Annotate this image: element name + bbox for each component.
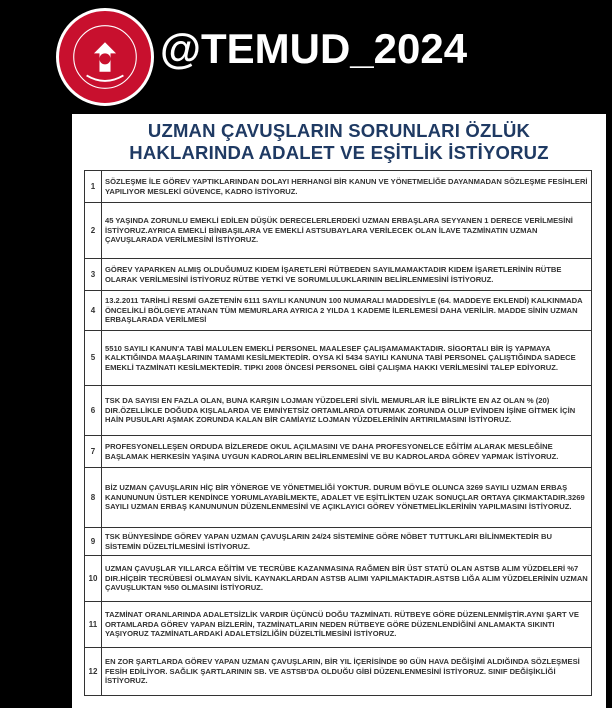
table-row bbox=[85, 556, 592, 602]
row-text: GÖREV YAPARKEN ALMIŞ OLDUĞUMUZ KIDEM İŞARETLERİ RÜTBEDEN SAYILMAMAKTADIR KIDEM İŞARETLERİNİN RÜTBE OLARAK VERİLMESİNİ İSTİYORUZ RÜTBE YETKİ VE SORUMLULUKLARININ BELİRLENMESİNİ İSTİYORUZ. bbox=[102, 259, 592, 291]
row-number: 8 bbox=[85, 468, 102, 528]
row-number: 5 bbox=[85, 331, 102, 386]
row-text: TAZMİNAT ORANLARINDA ADALETSİZLİK VARDIR ÜÇÜNCÜ DOĞU TAZMİNATI. RÜTBEYE GÖRE DÜZENLENMİŞTİR.AYNI ŞART VE ORTAMLARDA GÖREV YAPAN BİZLERİN, TAZMİNATLARIN NEDEN RÜTBEYE GÖRE DÜZENLENDİĞİNİ ANLAMAKTA SIKINTI YAŞIYORUZ TAZMİNATLARDAKİ ADALETSİZLİĞİN DÜZELTİLMESİNİ İSTİYORUZ. bbox=[102, 602, 592, 648]
table-row bbox=[85, 331, 592, 386]
row-text: UZMAN ÇAVUŞLAR YILLARCA EĞİTİM VE TECRÜBE KAZANMASINA RAĞMEN BİR ÜST STATÜ OLAN ASTSB ALIM YÜZDELERİ %7 DIR.HİÇBİR TECRÜBESİ OLMAYAN SİVİL KAYNAKLARDAN ASTSB ALIMI YAPILMAKTADIR.ASTSB LIĞA ALIM YÜZDELERİNİN UZMAN ÇAVUŞLUKTAN %50 OLMASINI İSTİYORUZ. bbox=[102, 556, 592, 602]
table-row bbox=[85, 602, 592, 648]
row-text: 45 YAŞINDA ZORUNLU EMEKLİ EDİLEN DÜŞÜK DERECELERLERDEKİ UZMAN ERBAŞLARA SEYYANEN 1 DERECE VERİLMESİNİ İSTİYORUZ.AYRICA EMEKLİ BİNBAŞILARA VE EMEKLİ ASTSUBAYLARA VERİLECEK OLAN İLAVE TAZMİNATIN UZMAN ÇAVUŞLARADA VERİLMESİNİ İSTİYORUZ. bbox=[102, 203, 592, 259]
row-number: 9 bbox=[85, 528, 102, 556]
table-row bbox=[85, 171, 592, 203]
row-number: 3 bbox=[85, 259, 102, 291]
row-text: BİZ UZMAN ÇAVUŞLARIN HİÇ BİR YÖNERGE VE YÖNETMELİĞİ YOKTUR. DURUM BÖYLE OLUNCA 3269 SAYILI UZMAN ERBAŞ KANUNUNUN ÜSTLER KENDİNCE YORUMLAYABİLMEKTE, ADALET VE EŞİTLİKTEN UZAK SONUÇLAR ORTAYA ÇIKMAKTADIR.3269 SAYILI UZMAN ERBAŞ KANUNUNUN DÜZENLENMESİNİ VE AÇIKLAYICI GÖREV YÖNETMELİKLERİNİN YAPILMASINI İSTİYORUZ. bbox=[102, 468, 592, 528]
table-row bbox=[85, 436, 592, 468]
title-line-2: HAKLARINDA ADALET VE EŞİTLİK İSTİYORUZ bbox=[129, 142, 549, 163]
logo-emblem-icon bbox=[59, 11, 151, 103]
table-row bbox=[85, 386, 592, 436]
document-sheet bbox=[72, 114, 606, 708]
account-handle: @TEMUD_2024 bbox=[160, 25, 468, 72]
row-number: 6 bbox=[85, 386, 102, 436]
row-text: SÖZLEŞME İLE GÖREV YAPTIKLARINDAN DOLAYI HERHANGİ BİR KANUN VE YÖNETMELİĞE DAYANMADAN SÖZLEŞME FESİHLERİ YAPILIYOR MESLEKİ GÜVENCE, KADRO İSTİYORUZ. bbox=[102, 171, 592, 203]
temud-logo bbox=[56, 8, 154, 106]
title-line-1: UZMAN ÇAVUŞLARIN SORUNLARI ÖZLÜK bbox=[147, 120, 531, 141]
row-number: 11 bbox=[85, 602, 102, 648]
row-number: 10 bbox=[85, 556, 102, 602]
table-row bbox=[85, 203, 592, 259]
row-text: PROFESYONELLEŞEN ORDUDA BİZLEREDE OKUL AÇILMASINI VE DAHA PROFESYONELCE EĞİTİM ALARAK MESLEĞİNE BAŞLAMAK HERKESİN YAŞINA UYGUN KADROLARIN BELİRLENMESİNİ VE BU KADROLARDA GÖREV YAPMAK İSTİYORUZ. bbox=[102, 436, 592, 468]
row-text: TSK DA SAYISI EN FAZLA OLAN, BUNA KARŞIN LOJMAN YÜZDELERİ SİVİL MEMURLAR İLE BİRLİKTE EN AZ OLAN % (20) DIR.ÖZELLİKLE DOĞUDA KIŞLALARDA VE EMNİYETSİZ ORTAMLARDA OTURMAK ZORUNDA OLUP EVİNDEN İŞİNE GİTMEK İÇİN HAİN PUSULARI AŞMAK ZORUNDA KALAN BİR CAMİAYIZ LOJMAN YÜZDELERİNİN ARTIRILMASINI İSTİYORUZ. bbox=[102, 386, 592, 436]
row-text: 13.2.2011 TARİHLİ RESMİ GAZETENİN 6111 SAYILI KANUNUN 100 NUMARALI MADDESİYLE (64. MADDEYE EKLENDİ) KALKINMADA ÖNCELİKLİ BÖLGEYE ATANAN TÜM MEMURLARA AYRICA 2 YILDA 1 KADEME İLERLEMESİ DAHA VERİLİR. MADDE SİNİN UZMAN ERBAŞLARADA VERİLMESİ bbox=[102, 291, 592, 331]
table-row bbox=[85, 528, 592, 556]
row-text: TSK BÜNYESİNDE GÖREV YAPAN UZMAN ÇAVUŞLARIN 24/24 SİSTEMİNE GÖRE NÖBET TUTTUKLARI BİLİNMEKTEDİR BU SİSTEMİN DÜZELTİLMESİNİ İSTİYORUZ. bbox=[102, 528, 592, 556]
demands-table bbox=[84, 170, 592, 696]
row-number: 4 bbox=[85, 291, 102, 331]
row-text: 5510 SAYILI KANUN'A TABİ MALULEN EMEKLİ PERSONEL MAALESEF ÇALIŞAMAMAKTADIR. SİGORTALI BİR İŞ YAPMAYA KALKTIĞINDA MAAŞLARININ TAMAMI KESİLMEKTEDİR. OYSA Kİ 5434 SAYILI KANUNA TABİ PERSONEL ÇALIŞTIĞINDA SADECE EMEKLİ TAZMİNATI KESİLMEKTEDİR. TIPKI 2008 ÖNCESİ PERSONEL GİBİ ÇALIŞMA HAKKI VERİLMESİNİ TALEP EDİYORUZ. bbox=[102, 331, 592, 386]
table-row bbox=[85, 291, 592, 331]
table-row bbox=[85, 259, 592, 291]
row-number: 2 bbox=[85, 203, 102, 259]
table-row bbox=[85, 648, 592, 696]
table-row bbox=[85, 468, 592, 528]
row-number: 1 bbox=[85, 171, 102, 203]
row-number: 12 bbox=[85, 648, 102, 696]
row-text: EN ZOR ŞARTLARDA GÖREV YAPAN UZMAN ÇAVUŞLARIN, BİR YIL İÇERİSİNDE 90 GÜN HAVA DEĞİŞİMİ ALDIĞINDA SÖZLEŞMESİ FESİH EDİLİYOR. SAĞLIK ŞARTLARININ SB. VE ASTSB'DA OLDUĞU GİBİ DÜZENLENMESİNİ İSTİYORUZ. SINIF DEĞİŞİKLİĞİ İSTİYORUZ. bbox=[102, 648, 592, 696]
document-title bbox=[72, 120, 606, 164]
row-number: 7 bbox=[85, 436, 102, 468]
